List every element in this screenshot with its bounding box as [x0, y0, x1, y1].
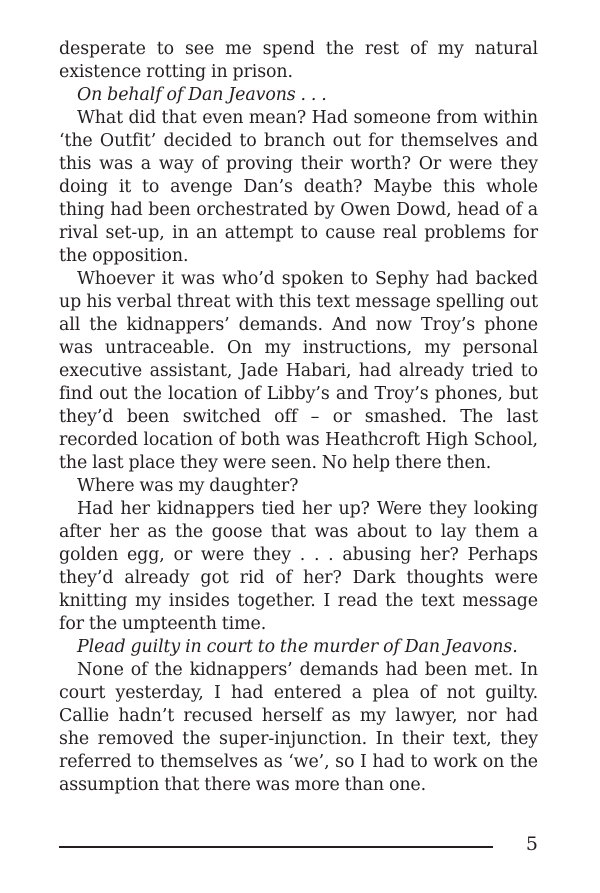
paragraph: Whoever it was who’d spoken to Sephy had backed up his verbal threat with this text message spelling out all the kidnappers’ demands. And now Troy’s phone was untraceable. On my instructions, my personal executive assistant, Jade Habari, had already tried to find out the location of Libby’s and Troy’s phones, but they’d been switched off – or smashed. The last recorded location of both was Heathcroft High School, the last place they were seen. No help there then. [59, 269, 538, 473]
paragraph-continuation: desperate to see me spend the rest of my natural existence rotting in prison. [59, 39, 538, 82]
page-number: 5 [525, 833, 538, 855]
paragraph: What did that even mean? Had someone from within ‘the Outfit’ decided to branch out for themselves and this was a way of proving their worth? Or were they doing it to avenge Dan’s death? Maybe this whole thing had been orchestrated by Owen Dowd, head of a rival set-up, in an attempt to cause real problems for the opposition. [59, 108, 538, 266]
paragraph: None of the kidnappers’ demands had been met. In court yesterday, I had entered a plea of not guilty. Callie hadn’t recused herself as my lawyer, nor had she removed the super-injunction. In their text, they referred to themselves as ‘we’, so I had to work on the assumption that there was more than one. [59, 660, 538, 795]
footer-rule [59, 846, 493, 848]
paragraph: Where was my daughter? [77, 476, 299, 496]
italic-line-on-behalf: On behalf of Dan Jeavons . . . [77, 85, 327, 105]
page-body [59, 38, 538, 797]
paragraph: Had her kidnappers tied her up? Were they looking after her as the goose that was about to lay them a golden egg, or were they . . . abusing her? Perhaps they’d already got rid of her? Dark thoughts were knitting my insides together. I read the text message for the umpteenth time. [59, 499, 538, 634]
italic-text-message: Plead guilty in court to the murder of Dan Jeavons. [77, 637, 518, 657]
